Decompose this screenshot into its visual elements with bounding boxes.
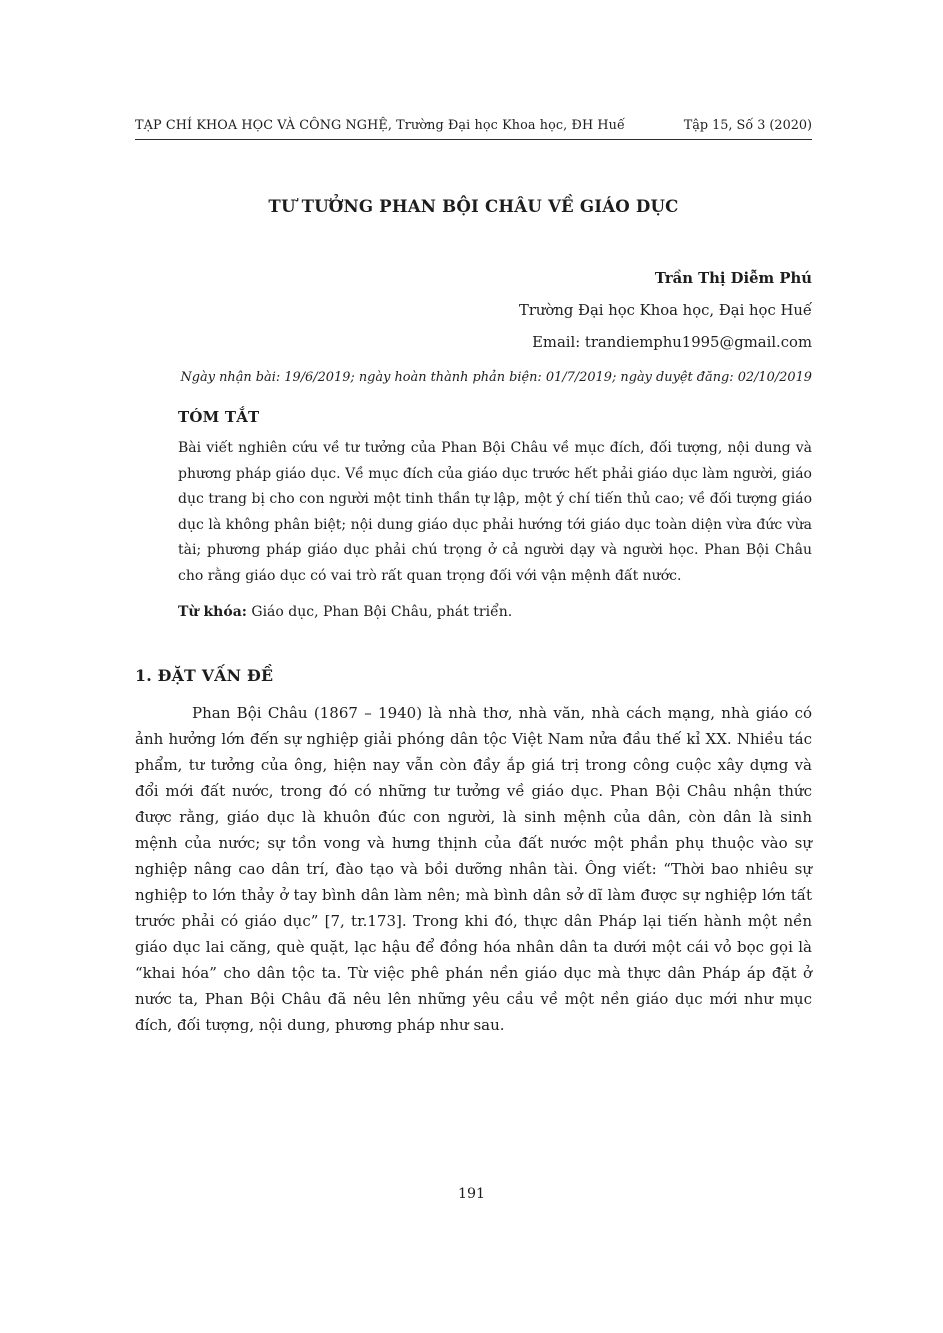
abstract-text: Bài viết nghiên cứu về tư tưởng của Phan Bội Châu về mục đích, đối tượng, nội dung và phương pháp giáo dục. Về mục đích của giáo dục trước hết phải giáo dục làm người, giáo dục trang bị cho con người một tinh thần tự lập, một ý chí tiến thủ cao; về đối tượng giáo dục là không phân biệt; nội dung giáo dục phải hướng tới giáo dục toàn diện vừa đức vừa tài; phương pháp giáo dục phải chú trọng ở cả người dạy và người học. Phan Bội Châu cho rằng giáo dục có vai trò rất quan trọng đối với vận mệnh đất nước. [178, 440, 812, 584]
section-1-heading: 1. ĐẶT VẤN ĐỀ [135, 666, 274, 685]
page-number: 191 [457, 1186, 486, 1202]
abstract-section [178, 408, 812, 620]
author-name: Trần Thị Diễm Phú [654, 270, 812, 287]
keywords-text: Giáo dục, Phan Bội Châu, phát triển. [246, 604, 513, 620]
journal-name: TẠP CHÍ KHOA HỌC VÀ CÔNG NGHỆ, Trường Đại học Khoa học, ĐH Huế [135, 118, 625, 133]
keywords-label: Từ khóa: [178, 604, 247, 620]
article-title: TƯ TƯỞNG PHAN BỘI CHÂU VỀ GIÁO DỤC [268, 196, 679, 216]
page-content [135, 0, 812, 1038]
submission-dates: Ngày nhận bài: 19/6/2019; ngày hoàn thành phản biện: 01/7/2019; ngày duyệt đăng: 02/10/2019 [180, 370, 812, 385]
section-1-paragraph: Phan Bội Châu (1867 – 1940) là nhà thơ, nhà văn, nhà cách mạng, nhà giáo có ảnh hưởng lớn đến sự nghiệp giải phóng dân tộc Việt Nam nửa đầu thế kỉ XX. Nhiều tác phẩm, tư tưởng của ông, hiện nay vẫn còn đầy ắp giá trị trong công cuộc xây dựng và đổi mới đất nước, trong đó có những tư tưởng về giáo dục. Phan Bội Châu nhận thức được rằng, giáo dục là khuôn đúc con người, là sinh mệnh của dân, còn dân là sinh mệnh của nước; sự tồn vong và hưng thịnh của đất nước một phần phụ thuộc vào sự nghiệp nâng cao dân trí, đào tạo và bồi dưỡng nhân tài. Ông viết: “Thời bao nhiêu sự nghiệp to lớn thảy ở tay bình dân làm nên; mà bình dân sở dĩ làm được sự nghiệp lớn tất trước phải có giáo dục” [7, tr.173]. Trong khi đó, thực dân Pháp lại tiến hành một nền giáo dục lai căng, què quặt, lạc hậu để đồng hóa nhân dân ta dưới một cái vỏ bọc gọi là “khai hóa” cho dân tộc ta. Từ việc phê phán nền giáo dục mà thực dân Pháp áp đặt ở nước ta, Phan Bội Châu đã nêu lên những yêu cầu về một nền giáo dục mới như mục đích, đối tượng, nội dung, phương pháp như sau. [135, 704, 812, 1034]
keywords-line [178, 604, 812, 620]
journal-issue: Tập 15, Số 3 (2020) [683, 118, 812, 133]
journal-header [135, 118, 812, 140]
author-affiliation: Trường Đại học Khoa học, Đại học Huế [518, 302, 812, 319]
abstract-heading: TÓM TẮT [178, 408, 260, 426]
author-email: Email: trandiemphu1995@gmail.com [532, 334, 812, 351]
author-block [135, 270, 812, 351]
